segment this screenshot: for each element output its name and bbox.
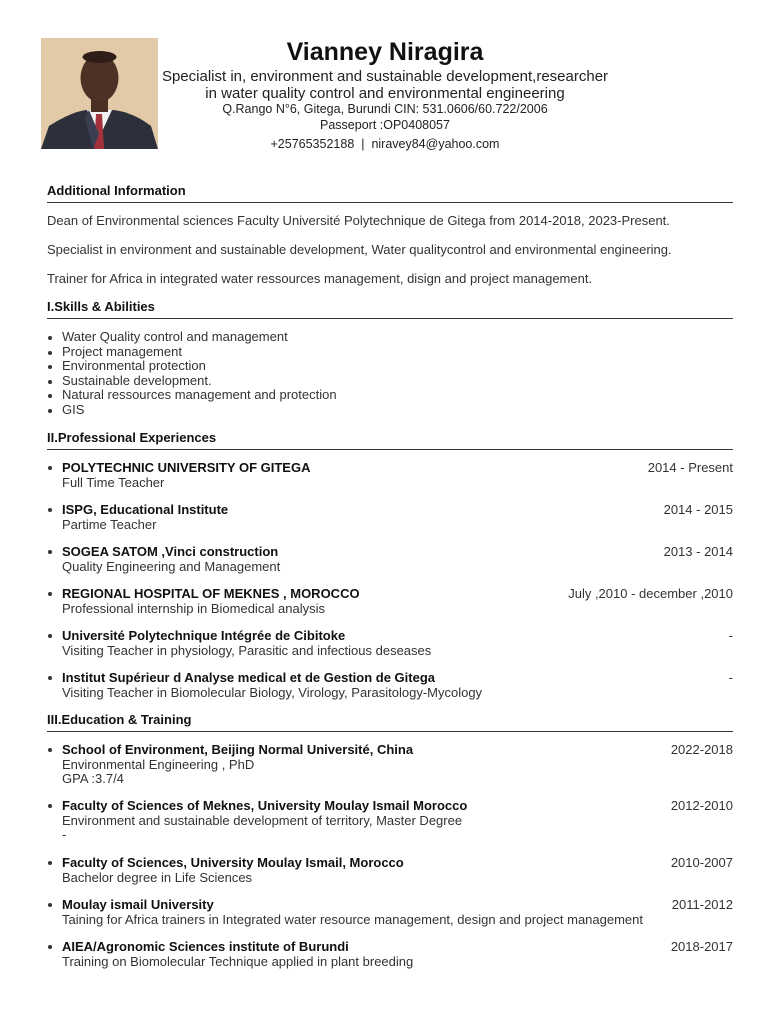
entry-detail: Environment and sustainable development of territory, Master Degree [62,812,463,828]
contact-line [160,136,610,153]
section-title-experience: II.Professional Experiences [47,430,733,450]
entry-role: Professional internship in Biomedical analysis [62,600,326,616]
section-title-skills: I.Skills & Abilities [47,299,733,319]
entry-detail: Taining for Africa trainers in Integrated water resource management, design and project management [62,911,643,927]
entry-organization: Faculty of Sciences, University Moulay Ismail, Morocco [62,855,404,870]
section-title-additional: Additional Information [47,183,733,203]
candidate-headline: Specialist in, environment and sustainable development,researcher in water quality control and environmental engineering [161,68,609,102]
entry-date: 2014 - 2015 [663,502,733,517]
experience-entry [47,503,733,532]
entry-date: 2011-2012 [671,897,733,912]
email-address[interactable]: niravey84@yahoo.com [371,137,500,151]
education-entry [47,898,733,927]
entry-organization: Institut Supérieur d Analyse medical et de Gestion de Gitega [62,670,435,685]
entry-date: 2014 - Present [647,460,733,475]
experience-entry [47,587,733,616]
entry-date: 2022-2018 [670,742,733,757]
entry-role: Partime Teacher [62,516,157,532]
entry-role: Visiting Teacher in Biomolecular Biology, Virology, Parasitology-Mycology [62,684,483,700]
entry-date: July ,2010 - december ,2010 [568,586,733,601]
contact-separator: | [361,137,365,151]
education-entry [47,856,733,885]
experience-entry [47,629,733,658]
education-entry [47,940,733,969]
entry-role: Visiting Teacher in physiology, Parasitic and infectious deseases [62,642,432,658]
entry-date: 2013 - 2014 [663,544,733,559]
entry-organization: SOGEA SATOM ,Vinci construction [62,544,279,559]
entry-detail: Training on Biomolecular Technique applied in plant breeding [62,953,414,969]
education-entry [47,799,733,843]
entry-detail: GPA :3.7/4 [62,771,124,786]
additional-paragraph: Specialist in environment and sustainable development, Water qualitycontrol and environmental engineering. [47,242,672,257]
entry-date: - [728,628,733,643]
entry-organization: School of Environment, Beijing Normal Université, China [62,742,414,757]
entry-date: 2012-2010 [670,798,733,813]
profile-photo [41,38,158,149]
section-title-education: III.Education & Training [47,712,733,732]
entry-organization: REGIONAL HOSPITAL OF MEKNES , MOROCCO [62,586,360,601]
additional-paragraph: Trainer for Africa in integrated water ressources management, disign and project management. [47,271,593,286]
entry-organization: POLYTECHNIC UNIVERSITY OF GITEGA [62,460,311,475]
entry-organization: Faculty of Sciences of Meknes, University Moulay Ismail Morocco [62,798,468,813]
phone-number: +25765352188 [270,137,355,151]
experience-entry [47,671,733,700]
entry-organization: Université Polytechnique Intégrée de Cibitoke [62,628,346,643]
header [160,36,610,153]
entry-date: 2010-2007 [670,855,733,870]
entry-date: 2018-2017 [670,939,733,954]
list-item: GIS [47,403,337,418]
list-item: Project management [47,345,337,360]
additional-paragraph: Dean of Environmental sciences Faculty Université Polytechnique de Gitega from 2014-2018, 2023-Present. [47,213,670,228]
list-item: Natural ressources management and protection [47,388,337,403]
list-item: Environmental protection [47,359,337,374]
entry-organization: Moulay ismail University [62,897,214,912]
experience-entry [47,461,733,490]
experience-entry [47,545,733,574]
entry-role: Full Time Teacher [62,474,165,490]
list-item: Sustainable development. [47,374,337,389]
entry-date: - [728,670,733,685]
entry-organization: ISPG, Educational Institute [62,502,229,517]
entry-detail: Environmental Engineering , PhD [62,756,255,772]
skills-list [47,330,337,417]
entry-organization: AIEA/Agronomic Sciences institute of Burundi [62,939,349,954]
passport-number: Passeport :OP0408057 [320,117,450,132]
entry-detail: Bachelor degree in Life Sciences [62,869,253,885]
entry-role: Quality Engineering and Management [62,558,281,574]
education-entry [47,743,733,787]
address: Q.Rango N°6, Gitega, Burundi CIN: 531.0606/60.722/2006 [222,102,548,116]
candidate-name: Vianney Niragira [286,38,484,66]
entry-detail: - [62,827,67,842]
list-item: Water Quality control and management [47,330,337,345]
